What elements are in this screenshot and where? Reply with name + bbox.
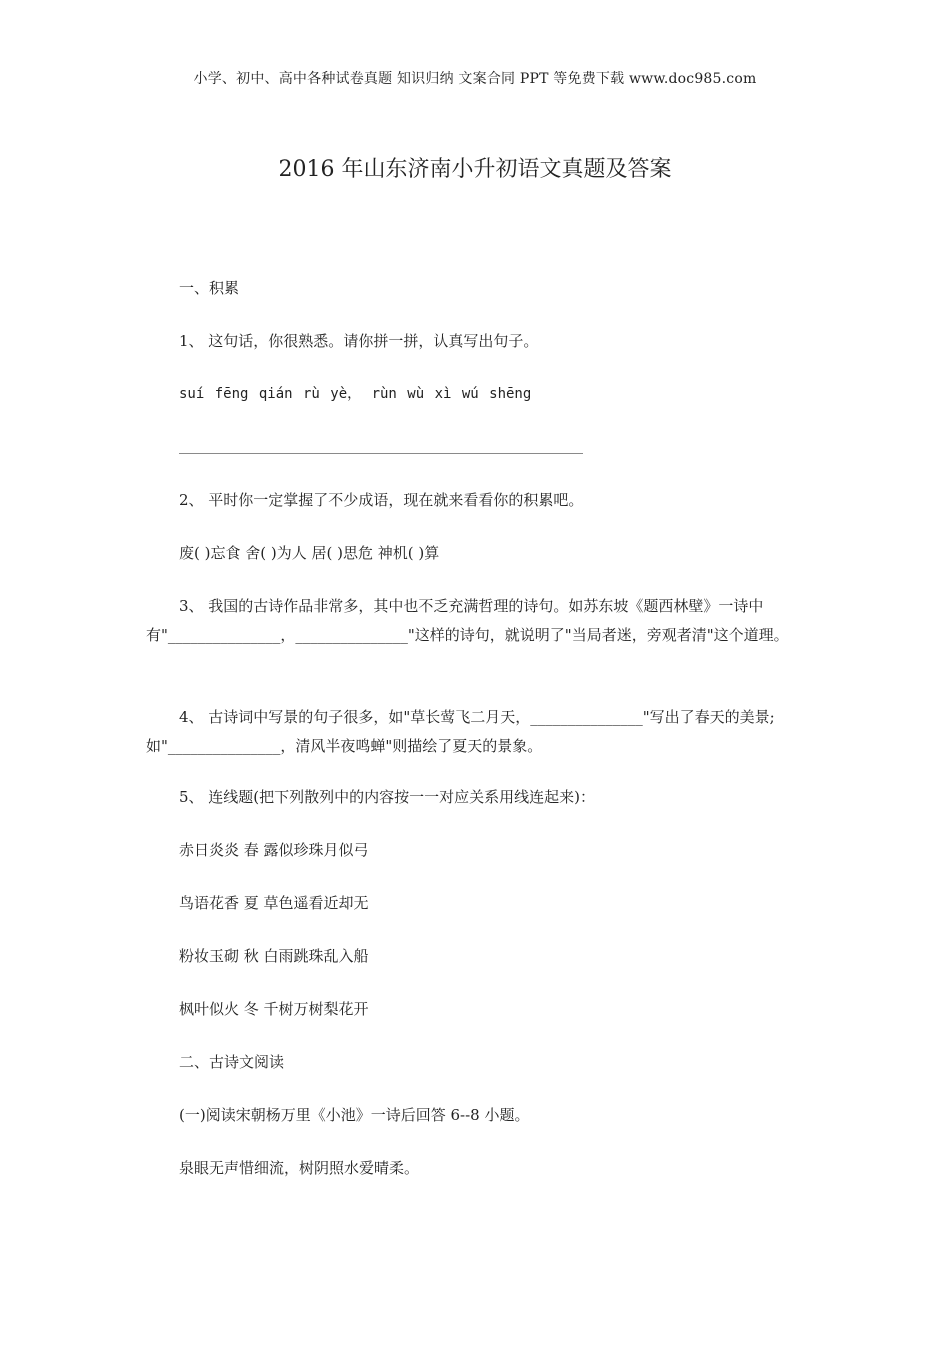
- question-2-idioms: 废( )忘食 舍( )为人 居( )思危 神机( )算: [179, 544, 440, 562]
- question-3-text: 3、 我国的古诗作品非常多，其中也不乏充满哲理的诗句。如苏东坡《题西林壁》一诗中有"_______________，_______________"这样的诗句，就说明了"当局者迷，旁观者清"这个道理。: [146, 597, 789, 644]
- document-title: 2016 年山东济南小升初语文真题及答案: [278, 157, 672, 182]
- section-heading-poetry-reading: 二、古诗文阅读: [179, 1053, 285, 1071]
- matching-row: 鸟语花香 夏 草色遥看近却无: [179, 894, 369, 912]
- question-1-text: 1、 这句话，你很熟悉。请你拼一拼，认真写出句子。: [179, 332, 539, 350]
- section-heading-accumulation: 一、积累: [179, 279, 240, 297]
- matching-row: 枫叶似火 冬 千树万树梨花开: [179, 1000, 369, 1018]
- site-banner: 小学、初中、高中各种试卷真题 知识归纳 文案合同 PPT 等免费下载 www.doc985.com: [193, 71, 757, 87]
- question-1-answer-line: [179, 453, 583, 454]
- matching-row: 赤日炎炎 春 露似珍珠月似弓: [179, 841, 369, 859]
- question-1-pinyin: suí fēng qián rù yè， rùn wù xì wú shēng: [179, 386, 532, 402]
- poem-line-1: 泉眼无声惜细流，树阴照水爱晴柔。: [179, 1159, 420, 1177]
- matching-row: 粉妆玉砌 秋 白雨跳珠乱入船: [179, 947, 369, 965]
- question-4-text: 4、 古诗词中写景的句子很多，如"草长莺飞二月天，_______________"写出了春天的美景;如"_______________，清风半夜鸣蝉"则描绘了夏天的景象。: [146, 708, 775, 755]
- reading-subsection-1: (一)阅读宋朝杨万里《小池》一诗后回答 6--8 小题。: [179, 1106, 530, 1124]
- question-5-text: 5、 连线题(把下列散列中的内容按一一对应关系用线连起来)：: [179, 788, 596, 806]
- question-2-text: 2、 平时你一定掌握了不少成语，现在就来看看你的积累吧。: [179, 491, 584, 509]
